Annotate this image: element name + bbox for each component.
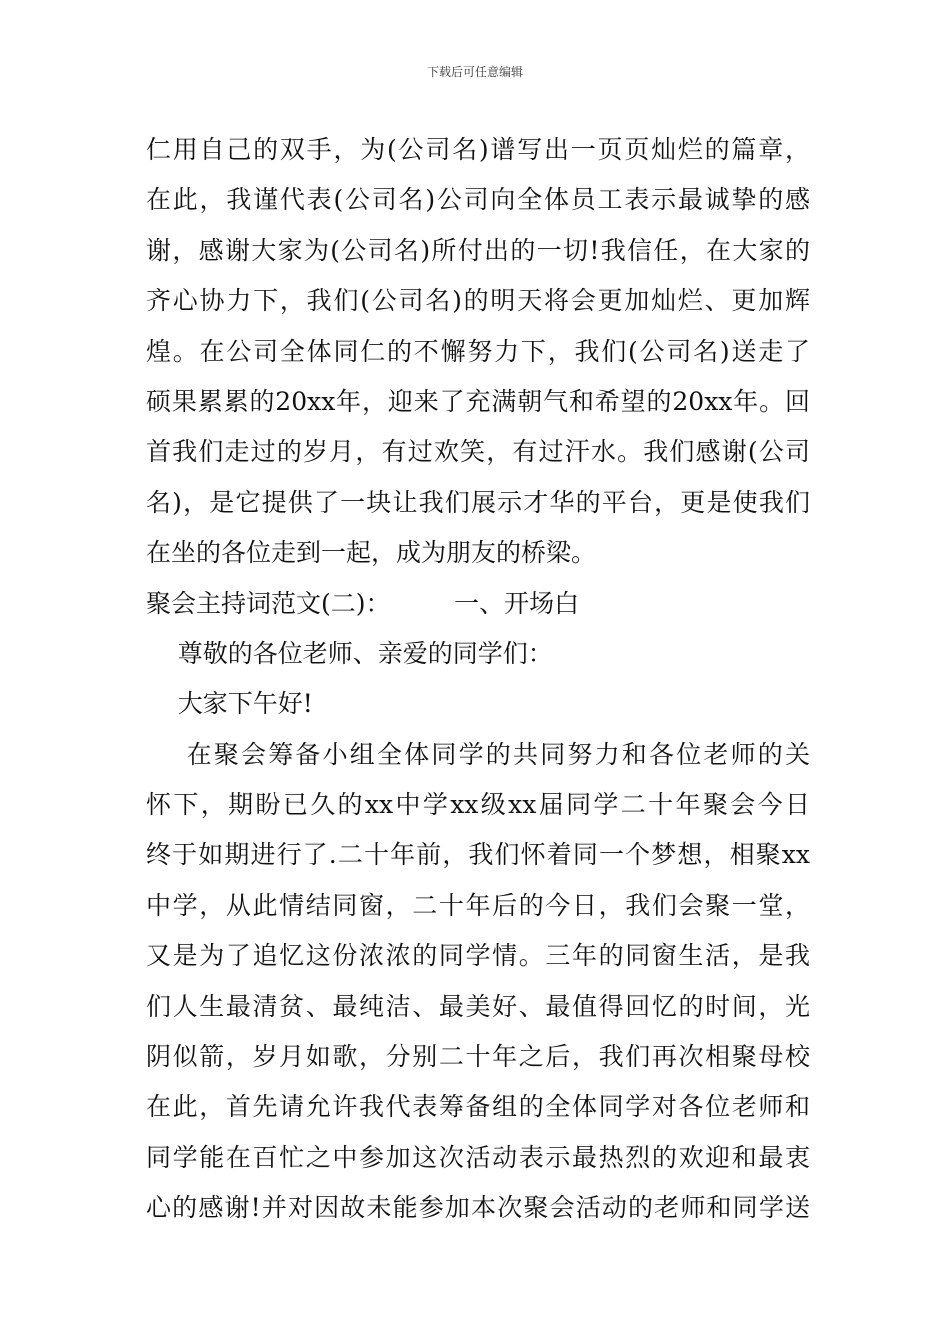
salutation-line: 尊敬的各位老师、亲爱的同学们： [146, 638, 553, 668]
text-line: 在坐的各位走到一起，成为朋友的桥梁。 [146, 538, 597, 568]
document-body [146, 125, 810, 1234]
text-line: 又是为了追忆这份浓浓的同学情。三年的同窗生活，是我 [146, 941, 810, 971]
text-line: 心的感谢!并对因故未能参加本次聚会活动的老师和同学送 [146, 1193, 810, 1223]
text-line: 在此，我谨代表(公司名)公司向全体员工表示最诚挚的感 [146, 185, 810, 215]
text-line: 首我们走过的岁月，有过欢笑，有过汗水。我们感谢(公司 [146, 437, 810, 467]
text-line: 阴似箭，岁月如歌，分别二十年之后，我们再次相聚母校 [146, 1042, 810, 1072]
text-line: 们人生最清贫、最纯洁、最美好、最值得回忆的时间，光 [146, 991, 810, 1021]
text-line: 名)，是它提供了一块让我们展示才华的平台，更是使我们 [146, 487, 810, 517]
text-line: 仁用自己的双手，为(公司名)谱写出一页页灿烂的篇章， [146, 135, 810, 164]
text-line: 中学，从此情结同窗，二十年后的今日，我们会聚一堂， [146, 890, 810, 920]
text-line: 硕果累累的20xx年，迎来了充满朝气和希望的20xx年。回 [146, 386, 810, 416]
greeting-line: 大家下午好! [146, 689, 313, 719]
text-line: 在此，首先请允许我代表筹备组的全体同学对各位老师和 [146, 1092, 810, 1122]
text-line: 齐心协力下，我们(公司名)的明天将会更加灿烂、更加辉 [146, 286, 810, 316]
section-heading: 聚会主持词范文(二)： 一、开场白 [146, 588, 580, 618]
text-line: 怀下，期盼已久的xx中学xx级xx届同学二十年聚会今日 [146, 790, 810, 820]
text-line: 终于如期进行了.二十年前，我们怀着同一个梦想，相聚xx [146, 840, 810, 870]
text-line: 在聚会筹备小组全体同学的共同努力和各位老师的关 [146, 739, 810, 769]
text-line: 谢，感谢大家为(公司名)所付出的一切!我信任，在大家的 [146, 235, 810, 265]
page-header: 下载后可任意编辑 [426, 65, 523, 79]
text-line: 同学能在百忙之中参加这次活动表示最热烈的欢迎和最衷 [146, 1142, 810, 1172]
text-line: 煌。在公司全体同仁的不懈努力下，我们(公司名)送走了 [146, 336, 810, 366]
